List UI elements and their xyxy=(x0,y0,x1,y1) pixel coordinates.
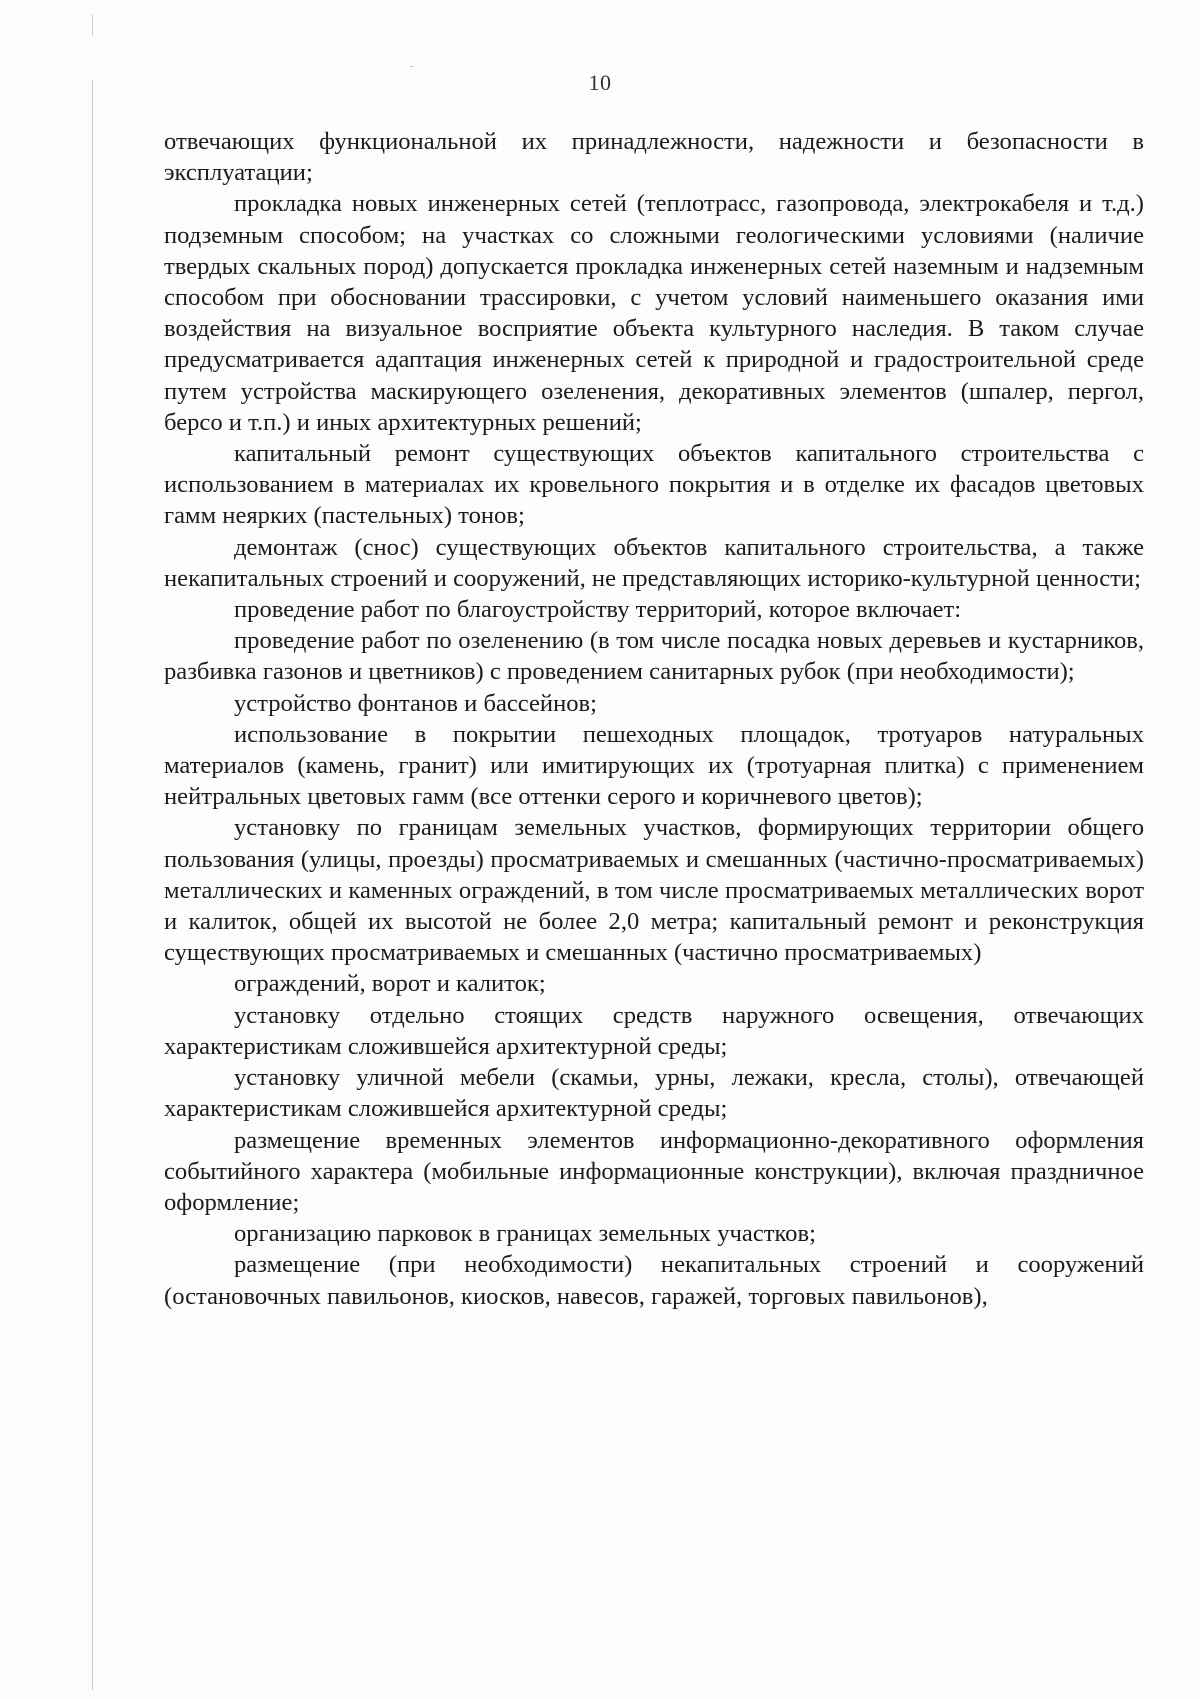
scan-speck xyxy=(410,66,413,67)
paragraph-fences: установку по границам земельных участков, формирующих территории общего пользования (улицы, проезды) просматриваемых и смешанных (частично-просматриваемых) металлических и каменных ограждений, в том числе просматриваемых металлических ворот и калиток, общей их высотой не более 2,0 метра; капитальный ремонт и реконструкция существующих просматриваемых и смешанных (частично просматриваемых) xyxy=(164,814,1144,967)
paragraph-greening: проведение работ по озеленению (в том числе посадка новых деревьев и кустарников, разбивка газонов и цветников) с проведением санитарных рубок (при необходимости); xyxy=(164,627,1144,686)
paragraph-capital-repair: капитальный ремонт существующих объектов капитального строительства с использованием в материалах их кровельного покрытия и в отделке их фасадов цветовых гамм неярких (пастельных) тонов; xyxy=(164,440,1144,530)
paragraph-fountains: устройство фонтанов и бассейнов; xyxy=(234,689,597,717)
paragraph-temporary-structures: размещение (при необходимости) некапитальных строений и сооружений (остановочных павильонов, киосков, навесов, гаражей, торговых павильонов), xyxy=(164,1251,1144,1310)
page-number: 10 xyxy=(588,70,612,95)
paragraph-parking: организацию парковок в границах земельных участков; xyxy=(234,1220,816,1248)
paragraph-lighting: установку отдельно стоящих средств наружного освещения, отвечающих характеристикам сложившейся архитектурной среды; xyxy=(164,1001,1144,1060)
paragraph-demolition: демонтаж (снос) существующих объектов капитального строительства, а также некапитальных строений и сооружений, не представляющих историко-культурной ценности; xyxy=(164,533,1144,592)
scan-binding-edge xyxy=(92,80,93,1690)
paragraph-decorative-elements: размещение временных элементов информационно-декоративного оформления событийного характера (мобильные информационные конструкции), включая праздничное оформление; xyxy=(164,1126,1144,1216)
document-body xyxy=(164,126,1144,1312)
paragraph-continuation: отвечающих функциональной их принадлежности, надежности и безопасности в эксплуатации; xyxy=(164,128,1144,187)
paragraph-landscaping-intro: проведение работ по благоустройству территорий, которое включает: xyxy=(234,596,962,624)
paragraph-paving: использование в покрытии пешеходных площадок, тротуаров натуральных материалов (камень, гранит) или имитирующих их (тротуарная плитка) с применением нейтральных цветовых гамм (все оттенки серого и коричневого цветов); xyxy=(164,720,1144,811)
scan-edge-mark xyxy=(92,14,93,36)
paragraph-street-furniture: установку уличной мебели (скамьи, урны, лежаки, кресла, столы), отвечающей характеристикам сложившейся архитектурной среды; xyxy=(164,1064,1144,1123)
paragraph-engineering-networks: прокладка новых инженерных сетей (теплотрасс, газопровода, электрокабеля и т.д.) подземным способом; на участках со сложными геологическими условиями (наличие твердых скальных пород) допускается прокладка инженерных сетей наземным и надземным способом при обосновании трассировки, с учетом условий наименьшего оказания ими воздействия на визуальное восприятие объекта культурного наследия. В таком случае предусматривается адаптация инженерных сетей к природной и градостроительной среде путем устройства маскирующего озеленения, декоративных элементов (шпалер, пергол, берсо и т.п.) и иных архитектурных решений; xyxy=(164,190,1144,436)
paragraph-fences-continued: ограждений, ворот и калиток; xyxy=(234,970,546,998)
